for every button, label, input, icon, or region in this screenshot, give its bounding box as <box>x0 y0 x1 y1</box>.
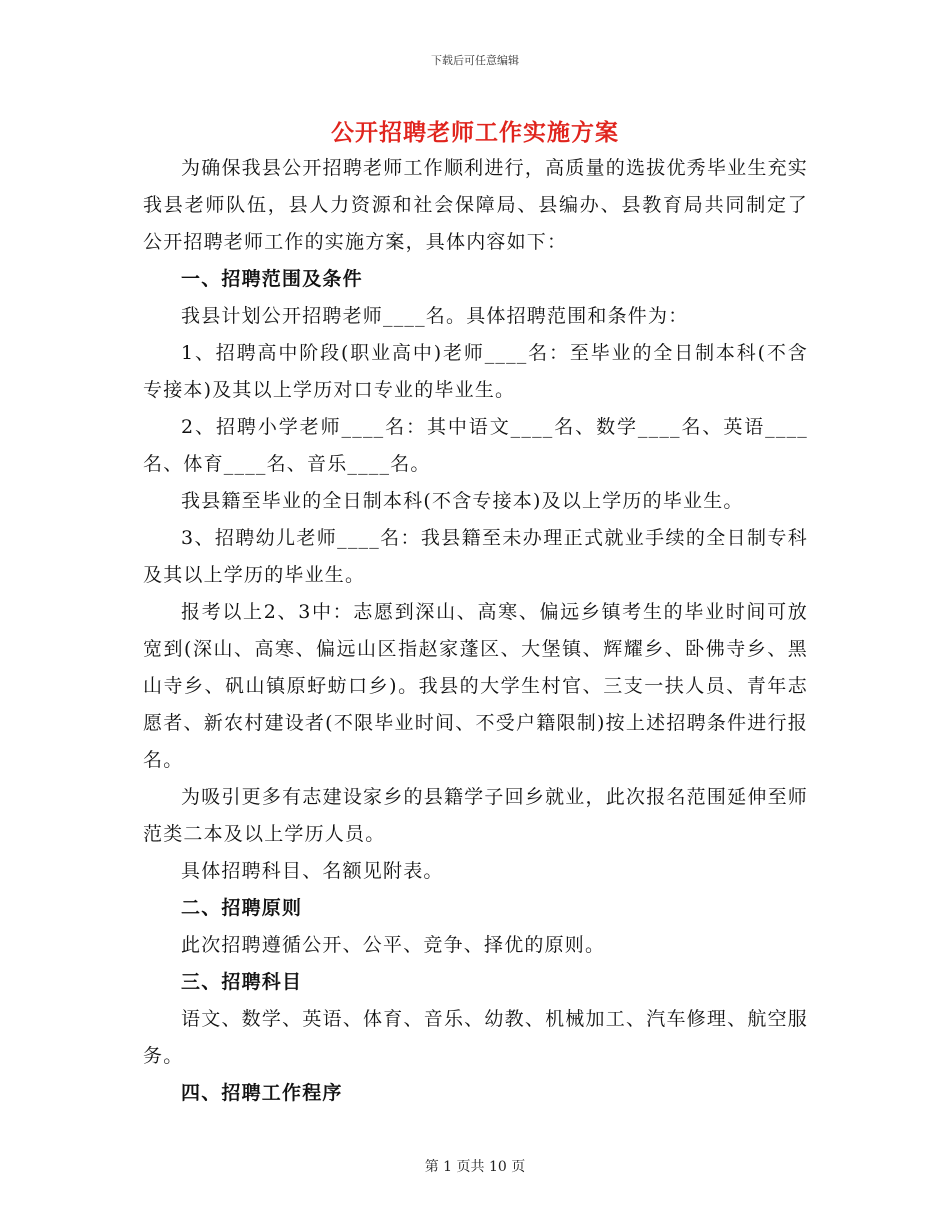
paragraph: 此次招聘遵循公开、公平、竞争、择优的原则。 <box>181 934 606 956</box>
intro-paragraph: 为确保我县公开招聘老师工作顺利进行，高质量的选拔优秀毕业生充实我县老师队伍，县人力资源和社会保障局、县编办、县教育局共同制定了公开招聘老师工作的实施方案，具体内容如下： <box>143 157 808 253</box>
paragraph: 具体招聘科目、名额见附表。 <box>181 860 444 882</box>
paragraph: 报考以上2、3中：志愿到深山、高寒、偏远乡镇考生的毕业时间可放宽到(深山、高寒、偏远山区指赵家蓬区、大堡镇、辉耀乡、卧佛寺乡、黑山寺乡、矾山镇原虸蚄口乡)。我县的大学生村官、三支一扶人员、青年志愿者、新农村建设者(不限毕业时间、不受户籍限制)按上述招聘条件进行报名。 <box>143 601 808 771</box>
paragraph: 3、招聘幼儿老师____名：我县籍至未办理正式就业手续的全日制专科及其以上学历的毕业生。 <box>143 527 808 586</box>
paragraph: 为吸引更多有志建设家乡的县籍学子回乡就业，此次报名范围延伸至师范类二本及以上学历人员。 <box>143 786 808 845</box>
section-heading-3: 三、招聘科目 <box>181 971 303 993</box>
document-body <box>143 150 808 1112</box>
section-heading-1: 一、招聘范围及条件 <box>181 268 363 290</box>
section-heading-2: 二、招聘原则 <box>181 897 303 919</box>
paragraph: 2、招聘小学老师____名：其中语文____名、数学____名、英语____名、体育____名、音乐____名。 <box>143 416 808 475</box>
paragraph: 我县计划公开招聘老师____名。具体招聘范围和条件为： <box>181 305 689 327</box>
page-number: 第 1 页共 10 页 <box>424 1159 526 1175</box>
header-note: 下载后可任意编辑 <box>431 54 519 67</box>
document-title: 公开招聘老师工作实施方案 <box>331 120 619 146</box>
paragraph: 语文、数学、英语、体育、音乐、幼教、机械加工、汽车修理、航空服务。 <box>143 1008 808 1067</box>
section-heading-4: 四、招聘工作程序 <box>181 1082 343 1104</box>
paragraph: 我县籍至毕业的全日制本科(不含专接本)及以上学历的毕业生。 <box>181 490 744 512</box>
paragraph: 1、招聘高中阶段(职业高中)老师____名：至毕业的全日制本科(不含专接本)及其以上学历对口专业的毕业生。 <box>143 342 808 401</box>
